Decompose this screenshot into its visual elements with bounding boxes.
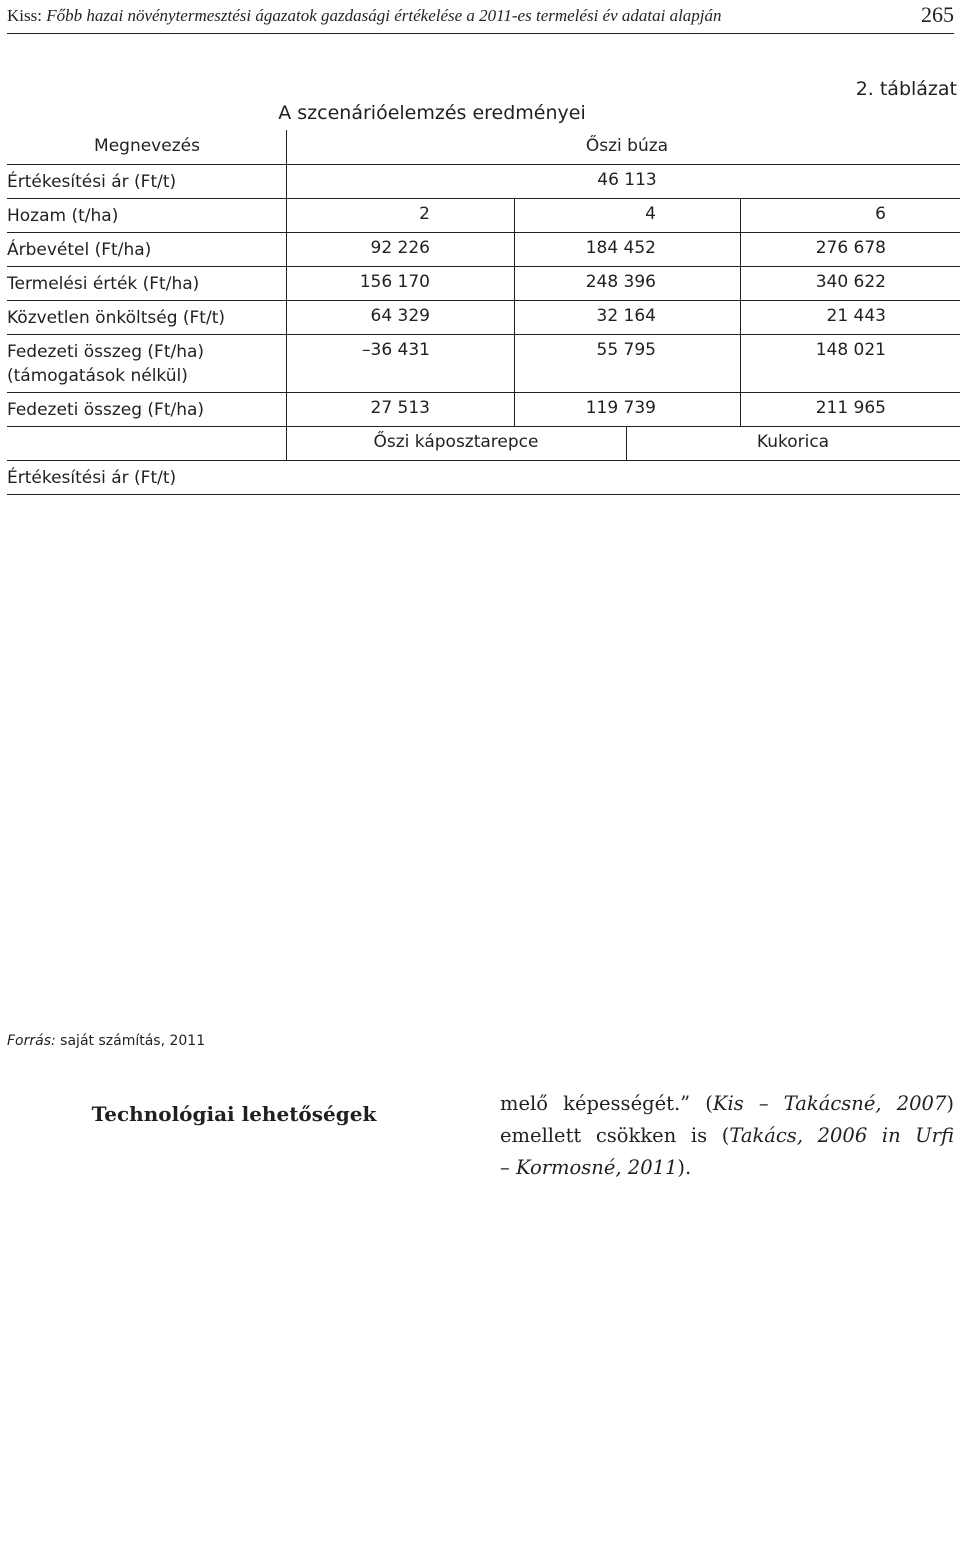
value-cell: 119 739 <box>585 398 656 418</box>
column-divider <box>286 392 287 426</box>
table-row <box>7 460 960 495</box>
table-row <box>7 164 960 199</box>
row-label <box>7 466 176 490</box>
header-rule <box>7 33 954 34</box>
row-label <box>7 272 199 296</box>
column-divider <box>514 334 515 392</box>
column-divider <box>286 164 287 198</box>
row-label-text: Értékesítési ár (Ft/t) <box>7 172 177 192</box>
row-label <box>7 204 118 228</box>
column-divider <box>514 232 515 266</box>
column-divider <box>740 266 741 300</box>
running-header <box>7 0 954 34</box>
page-number: 265 <box>921 2 954 27</box>
column-divider <box>740 392 741 426</box>
cite-pre: melő képességét.” ( <box>500 1092 713 1115</box>
column-divider <box>514 300 515 334</box>
article-title: Főbb hazai növénytermesztési ágazatok gazdasági értékelése a 2011-es termelési év adatai alapján <box>46 6 722 25</box>
author-prefix: Kiss: <box>7 6 47 25</box>
column-divider <box>626 426 627 460</box>
source-text: saját számítás, 2011 <box>55 1033 206 1049</box>
section-heading: Technológiai lehetőségek <box>91 1102 377 1126</box>
table-row <box>7 232 960 267</box>
body-line <box>500 1152 954 1184</box>
column-divider <box>740 198 741 232</box>
table-row <box>7 334 960 393</box>
column-divider <box>286 334 287 392</box>
column-divider <box>286 232 287 266</box>
column-divider <box>740 334 741 392</box>
value-cell: 248 396 <box>585 272 656 292</box>
table-row <box>7 130 960 165</box>
row-label-text: Értékesítési ár (Ft/t) <box>7 468 177 488</box>
column-divider <box>740 232 741 266</box>
citation: – Kormosné, 2011 <box>500 1156 678 1180</box>
value-cell: 276 678 <box>815 238 886 258</box>
table-source <box>7 1033 205 1049</box>
table-title-text: A szcenárióelemzés eredményei <box>278 102 586 124</box>
column-divider <box>286 130 287 164</box>
row-label-subtext: (támogatások nélkül) <box>7 366 188 386</box>
crop-name: Kukorica <box>756 432 830 452</box>
table-title <box>0 102 960 124</box>
value-cell: 21 443 <box>826 306 886 326</box>
row-label-text: Fedezeti összeg (Ft/ha) <box>7 342 205 362</box>
column-divider <box>740 300 741 334</box>
value-cell: 32 164 <box>596 306 656 326</box>
value-cell: 64 329 <box>370 306 430 326</box>
citation: Kis – Takácsné, 2007 <box>712 1092 947 1115</box>
table-number: 2. táblázat <box>855 78 957 100</box>
row-label-text: Hozam (t/ha) <box>7 206 119 226</box>
value-cell: 92 226 <box>370 238 430 258</box>
value-cell: 4 <box>645 204 656 224</box>
column-divider <box>286 266 287 300</box>
value-cell: 27 513 <box>370 398 430 418</box>
row-label <box>7 170 176 194</box>
value-cell: 156 170 <box>359 272 430 292</box>
table-row <box>7 392 960 427</box>
row-label <box>7 340 204 388</box>
cite-post: ) <box>946 1092 954 1115</box>
body-line <box>500 1120 954 1152</box>
column-divider <box>514 198 515 232</box>
value-cell: 6 <box>875 204 886 224</box>
column-divider <box>514 266 515 300</box>
value-cell: –36 431 <box>362 340 430 360</box>
body-column-left <box>7 1088 461 1138</box>
row-label-text: Árbevétel (Ft/ha) <box>7 240 152 260</box>
column-divider <box>286 198 287 232</box>
table-row <box>7 300 960 335</box>
body-column-right <box>500 1088 954 1185</box>
value-cell: 184 452 <box>585 238 656 258</box>
table-row <box>7 198 960 233</box>
citation: Takács, 2006 in Urfi <box>729 1124 955 1148</box>
row-label-text: Közvetlen önköltség (Ft/t) <box>7 308 225 328</box>
value-cell: 148 021 <box>815 340 886 360</box>
row-label <box>7 238 151 262</box>
column-divider <box>286 426 287 460</box>
row-label <box>7 398 204 422</box>
row-label <box>7 306 225 330</box>
column-divider <box>286 300 287 334</box>
source-label: Forrás: <box>7 1033 56 1049</box>
table-row <box>7 266 960 301</box>
column-header: Megnevezés <box>94 136 200 156</box>
crop-name: Őszi búza <box>585 136 669 156</box>
value-cell: 55 795 <box>596 340 656 360</box>
price-value: 46 113 <box>597 170 657 190</box>
row-label-text: Termelési érték (Ft/ha) <box>7 274 200 294</box>
row-label-text: Fedezeti összeg (Ft/ha) <box>7 400 205 420</box>
cite-pre: emellett csökken is ( <box>500 1124 730 1148</box>
column-divider <box>514 392 515 426</box>
value-cell: 340 622 <box>815 272 886 292</box>
crop-name: Őszi káposztarepce <box>373 432 539 452</box>
value-cell: 211 965 <box>815 398 886 418</box>
value-cell: 2 <box>419 204 430 224</box>
body-line <box>500 1088 954 1120</box>
table-row <box>7 426 960 461</box>
running-title <box>7 6 722 26</box>
cite-post: ). <box>677 1156 692 1180</box>
